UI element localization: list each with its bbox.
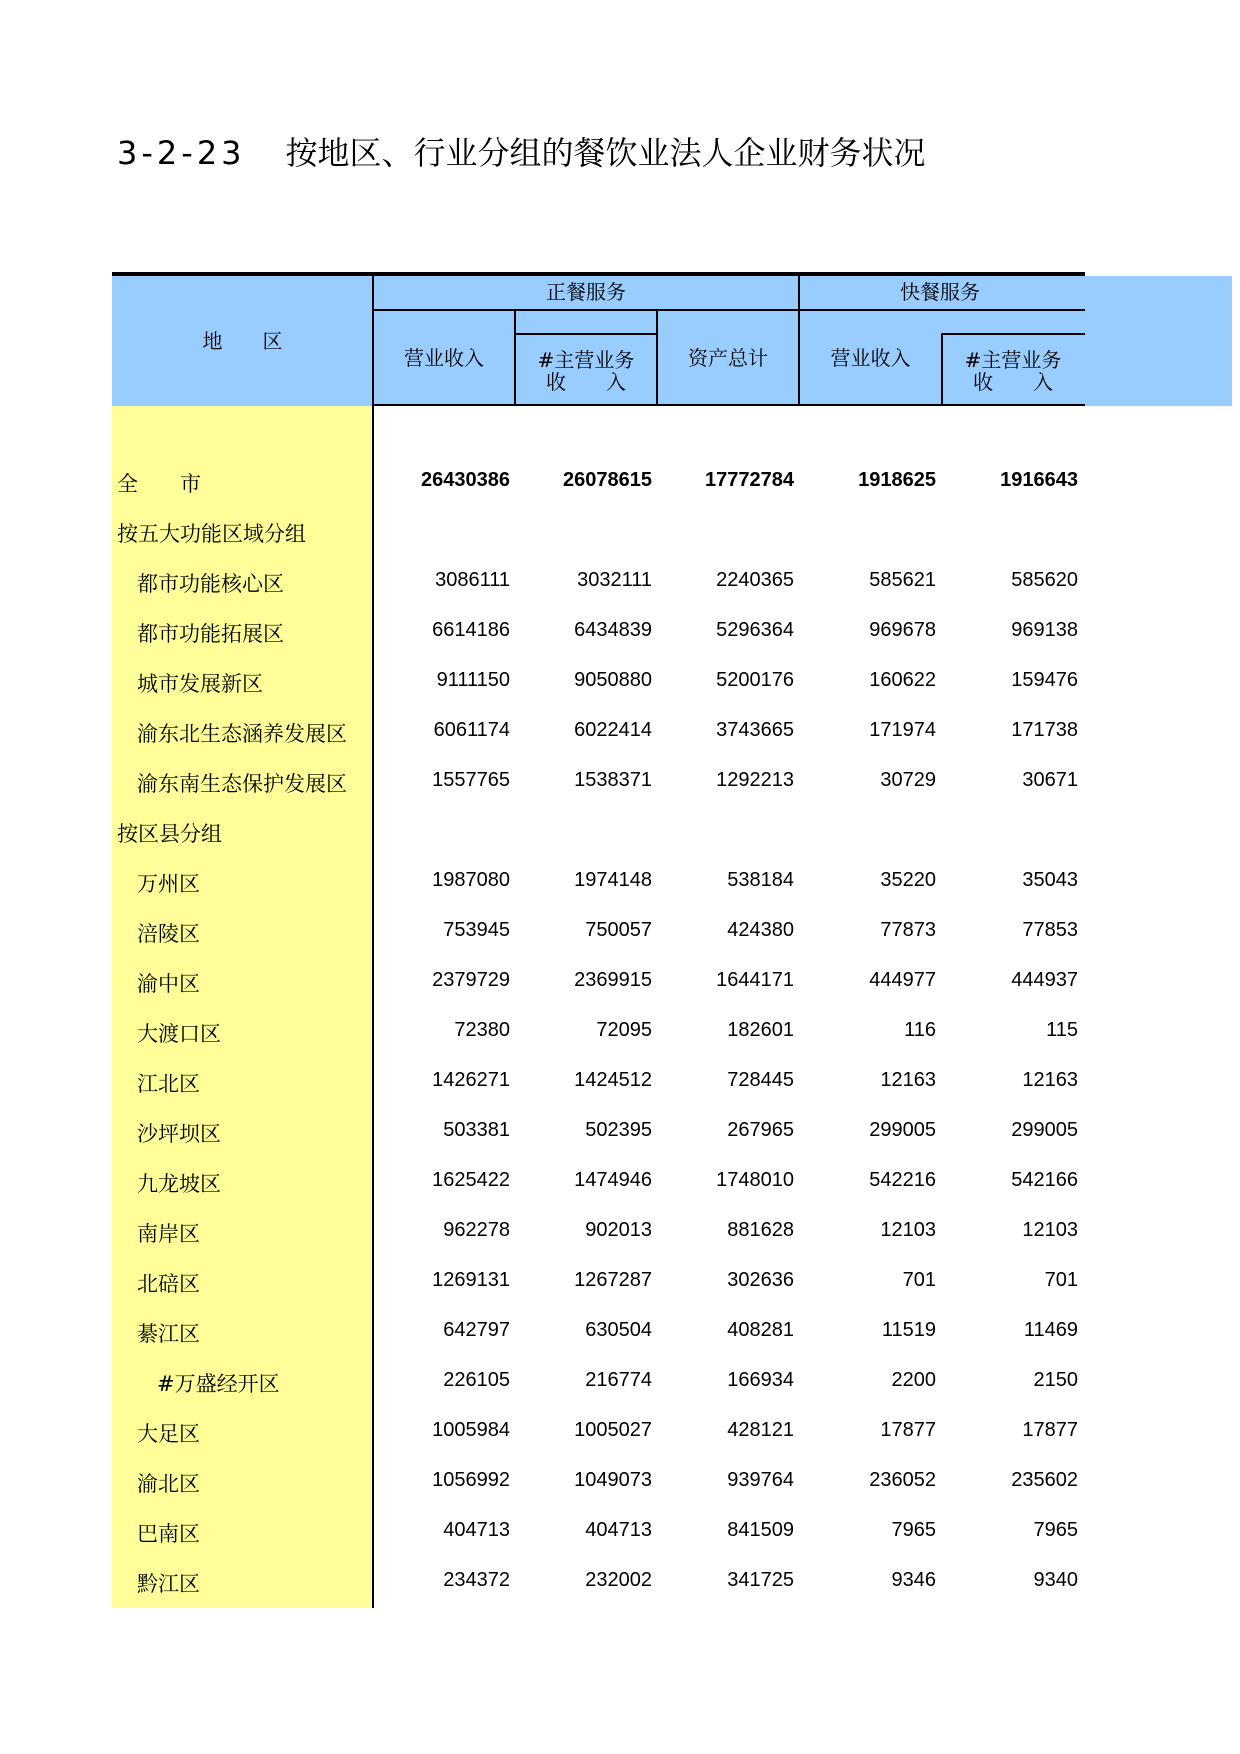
row-label: 渝东北生态涵养发展区 [137, 722, 347, 746]
table-cell: 1049073 [574, 1469, 652, 1491]
table-cell: 12163 [880, 1069, 936, 1091]
table-cell: 6061174 [433, 719, 510, 741]
row-label: 大足区 [137, 1422, 200, 1446]
table-cell: 2200 [891, 1369, 936, 1391]
table-cell: 642797 [443, 1319, 510, 1341]
table-cell: 2240365 [716, 569, 794, 591]
table-cell: 11469 [1023, 1319, 1078, 1341]
table-cell: 115 [1046, 1019, 1078, 1041]
table-cell: 962278 [443, 1219, 510, 1241]
table-cell: 166934 [727, 1369, 794, 1391]
table-cell: 424380 [727, 919, 794, 941]
table-cell: 226105 [443, 1369, 510, 1391]
table-cell: 6022414 [574, 719, 652, 741]
row-label: 綦江区 [137, 1322, 200, 1346]
table-cell: 9111150 [436, 669, 510, 691]
table-title: 按地区、行业分组的餐饮业法人企业财务状况 [285, 134, 926, 172]
table-cell: 1918625 [858, 469, 936, 491]
table-cell: 753945 [443, 919, 510, 941]
table-cell: 3086111 [435, 569, 510, 591]
table-cell: 1974148 [574, 869, 652, 891]
table-cell: 408281 [727, 1319, 794, 1341]
table-cell: 236052 [869, 1469, 936, 1491]
table-cell: 216774 [585, 1369, 652, 1391]
table-cell: 2379729 [432, 969, 510, 991]
row-label: 渝东南生态保护发展区 [137, 772, 347, 796]
header-col-main-revenue-2: #主营业务 收 入 [964, 348, 1062, 394]
table-cell: 728445 [727, 1069, 794, 1091]
table-cell: 6614186 [432, 619, 510, 641]
row-label: 按区县分组 [117, 822, 222, 846]
table-cell: 1005984 [432, 1419, 510, 1441]
row-label: 九龙坡区 [137, 1172, 221, 1196]
table-cell: 11519 [881, 1319, 936, 1341]
table-cell: 35220 [880, 869, 936, 891]
header-group-zhengcan: 正餐服务 [546, 280, 626, 304]
table-cell: 5296364 [716, 619, 794, 641]
row-label: 城市发展新区 [137, 672, 263, 696]
table-cell: 77853 [1022, 919, 1078, 941]
table-cell: 428121 [727, 1419, 794, 1441]
table-cell: 1748010 [716, 1169, 794, 1191]
table-cell: 72380 [454, 1019, 510, 1041]
table-cell: 2369915 [574, 969, 652, 991]
row-label: 黔江区 [137, 1572, 200, 1596]
row-label: 渝北区 [137, 1472, 200, 1496]
table-cell: 1269131 [432, 1269, 510, 1291]
header-col-assets: 资产总计 [688, 346, 768, 370]
table-cell: 1267287 [574, 1269, 652, 1291]
header-sub-rule-2 [942, 333, 1085, 335]
row-label: 都市功能核心区 [137, 572, 284, 596]
table-cell: 232002 [585, 1569, 652, 1591]
row-label: 渝中区 [137, 972, 200, 996]
row-label: 全 市 [117, 472, 201, 496]
region-column-divider [372, 276, 374, 1608]
table-cell: 77873 [880, 919, 936, 941]
table-cell: 17877 [880, 1419, 936, 1441]
table-cell: 234372 [443, 1569, 510, 1591]
table-cell: 12163 [1022, 1069, 1078, 1091]
table-cell: 5200176 [716, 669, 794, 691]
header-bottom-rule [373, 404, 1085, 406]
table-cell: 902013 [585, 1219, 652, 1241]
table-cell: 881628 [727, 1219, 794, 1241]
table-cell: 267965 [727, 1119, 794, 1141]
table-cell: 235602 [1011, 1469, 1078, 1491]
table-cell: 171974 [869, 719, 936, 741]
table-cell: 503381 [443, 1119, 510, 1141]
table-cell: 1056992 [432, 1469, 510, 1491]
table-cell: 7965 [891, 1519, 936, 1541]
table-cell: 30729 [880, 769, 936, 791]
table-cell: 542166 [1011, 1169, 1078, 1191]
table-cell: 1644171 [716, 969, 794, 991]
table-cell: 750057 [585, 919, 652, 941]
table-cell: 444937 [1011, 969, 1078, 991]
table-cell: 72095 [596, 1019, 652, 1041]
table-cell: 12103 [880, 1219, 936, 1241]
header-group-rule [373, 309, 1085, 311]
table-cell: 939764 [727, 1469, 794, 1491]
table-cell: 3743665 [716, 719, 794, 741]
header-col-revenue-2: 营业收入 [830, 346, 911, 370]
header-group-kuaican: 快餐服务 [900, 280, 980, 304]
header-region: 地 区 [202, 329, 283, 353]
table-cell: 2150 [1033, 1369, 1078, 1391]
table-cell: 1625422 [432, 1169, 510, 1191]
table-cell: 1987080 [432, 869, 510, 891]
table-cell: 1292213 [716, 769, 794, 791]
table-cell: 969138 [1011, 619, 1078, 641]
table-cell: 1557765 [432, 769, 510, 791]
table-cell: 26078615 [563, 469, 652, 491]
row-label: 沙坪坝区 [137, 1122, 221, 1146]
table-cell: 9050880 [574, 669, 652, 691]
table-cell: 299005 [869, 1119, 936, 1141]
table-number: 3-2-23 [117, 134, 246, 172]
header-col-revenue-1: 营业收入 [404, 346, 484, 370]
table-cell: 502395 [585, 1119, 652, 1141]
table-cell: 302636 [727, 1269, 794, 1291]
table-cell: 1538371 [574, 769, 652, 791]
header-col-main-revenue-1: #主营业务 收 入 [537, 348, 635, 394]
table-cell: 841509 [727, 1519, 794, 1541]
table-cell: 404713 [585, 1519, 652, 1541]
table-cell: 1474946 [574, 1169, 652, 1191]
row-label: #万盛经开区 [157, 1372, 280, 1396]
table-cell: 1916643 [1000, 469, 1078, 491]
table-cell: 9346 [891, 1569, 936, 1591]
table-cell: 17772784 [705, 469, 794, 491]
table-cell: 9340 [1033, 1569, 1078, 1591]
row-label: 涪陵区 [137, 922, 200, 946]
row-label: 北碚区 [137, 1272, 200, 1296]
table-cell: 182601 [727, 1019, 794, 1041]
table-cell: 1424512 [574, 1069, 652, 1091]
header-sub-rule-1 [515, 333, 657, 335]
table-cell: 30671 [1022, 769, 1078, 791]
table-cell: 159476 [1011, 669, 1078, 691]
table-cell: 1426271 [432, 1069, 510, 1091]
row-label: 江北区 [137, 1072, 200, 1096]
table-cell: 630504 [585, 1319, 652, 1341]
row-label: 巴南区 [137, 1522, 200, 1546]
table-cell: 35043 [1022, 869, 1078, 891]
table-cell: 444977 [869, 969, 936, 991]
table-cell: 585621 [869, 569, 936, 591]
table-cell: 341725 [727, 1569, 794, 1591]
table-cell: 404713 [443, 1519, 510, 1541]
table-cell: 3032111 [577, 569, 652, 591]
table-cell: 538184 [727, 869, 794, 891]
page-title [117, 128, 926, 174]
table-cell: 12103 [1022, 1219, 1078, 1241]
row-label: 南岸区 [137, 1222, 200, 1246]
table-cell: 969678 [869, 619, 936, 641]
table-cell: 299005 [1011, 1119, 1078, 1141]
table-cell: 171738 [1011, 719, 1078, 741]
table-cell: 585620 [1011, 569, 1078, 591]
table-cell: 542216 [869, 1169, 936, 1191]
table-cell: 701 [902, 1269, 936, 1291]
table-cell: 1005027 [574, 1419, 652, 1441]
table-cell: 6434839 [574, 619, 652, 641]
row-label: 都市功能拓展区 [137, 622, 284, 646]
table-cell: 701 [1044, 1269, 1078, 1291]
row-label: 按五大功能区域分组 [117, 522, 306, 546]
row-label: 大渡口区 [137, 1022, 221, 1046]
table-cell: 26430386 [421, 469, 510, 491]
table-cell: 116 [904, 1019, 936, 1041]
table-cell: 160622 [869, 669, 936, 691]
table-cell: 7965 [1033, 1519, 1078, 1541]
row-label: 万州区 [137, 872, 200, 896]
table-cell: 17877 [1022, 1419, 1078, 1441]
